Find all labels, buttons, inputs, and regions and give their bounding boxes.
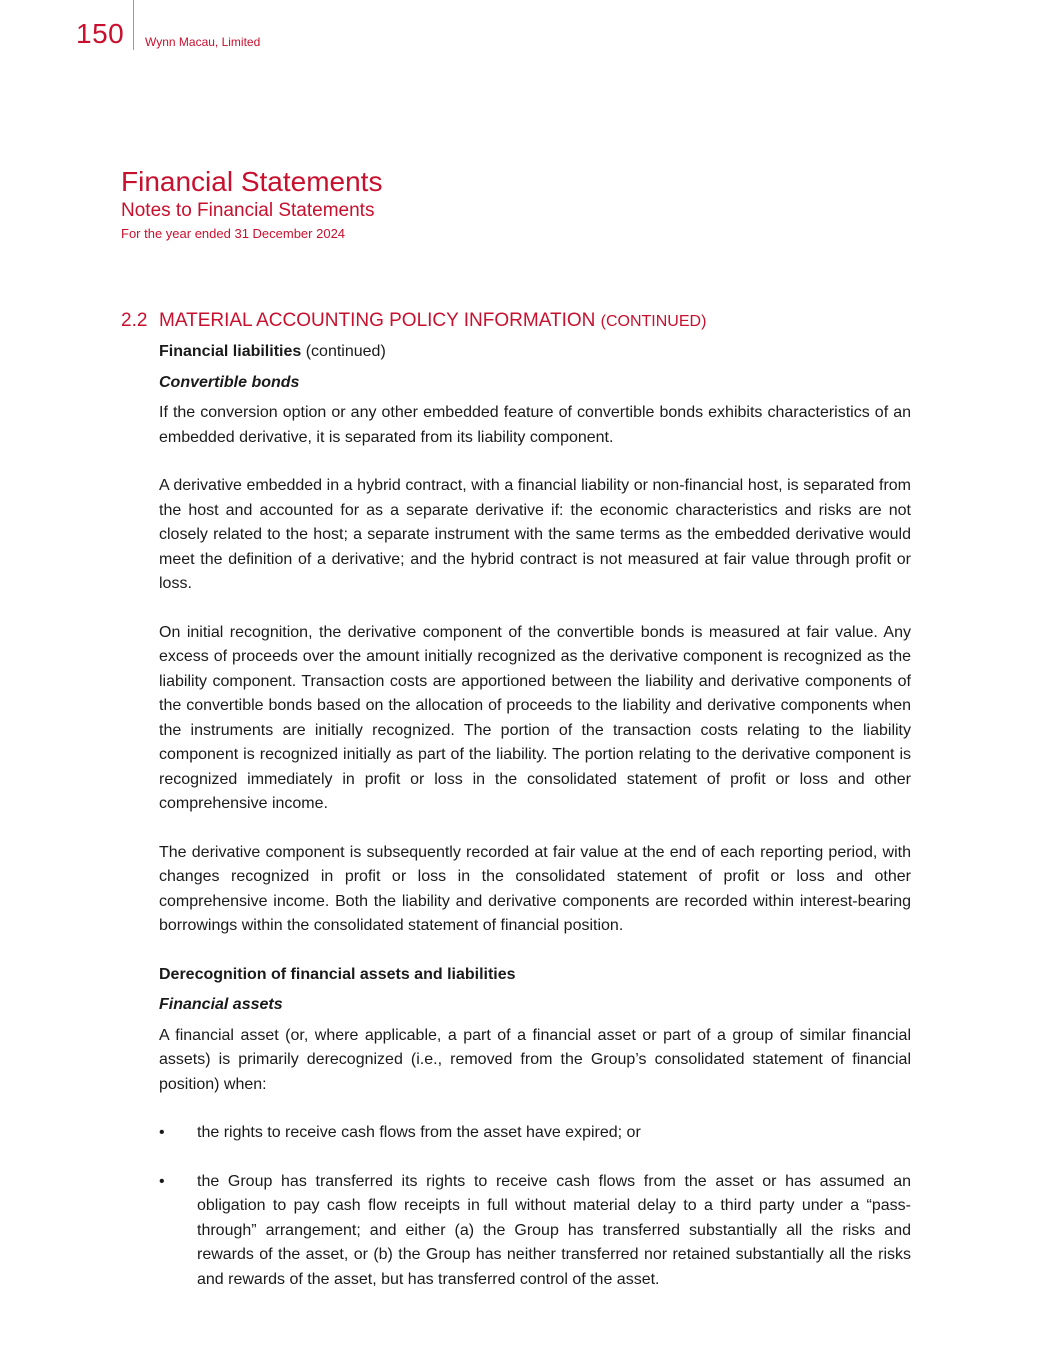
paragraph: A derivative embedded in a hybrid contract, with a financial liability or non-financial host, is separated from the host and accounted for as a separate derivative if: the economic characteristics and risks are not closely related to the host; a separate instrument with the same terms as the embedded derivative would meet the definition of a derivative; and the hybrid contract is not measured at fair value through profit or loss. <box>159 477 911 592</box>
section-body <box>159 340 911 1292</box>
financial-liabilities-heading-text: Financial liabilities <box>159 343 302 360</box>
page-title: Financial Statements <box>121 166 383 197</box>
company-name: Wynn Macau, Limited <box>145 35 261 49</box>
derecognition-heading: Derecognition of financial assets and liabilities <box>159 965 516 983</box>
financial-liabilities-heading-suffix: (continued) <box>305 343 386 360</box>
section-heading <box>121 310 706 332</box>
header-divider <box>133 0 134 50</box>
section-continued: (CONTINUED) <box>600 313 707 330</box>
bullet-icon: • <box>159 1124 165 1141</box>
list-item <box>159 1121 911 1146</box>
list-item <box>159 1170 911 1293</box>
convertible-bonds-heading: Convertible bonds <box>159 373 300 391</box>
paragraph: The derivative component is subsequently recorded at fair value at the end of each reporting period, with changes recognized in profit or loss in the consolidated statement of profit or loss and other comprehensive income. Both the liability and derivative components are recorded within interest-bearing borrowings within the consolidated statement of financial position. <box>159 843 911 934</box>
page-subtitle: Notes to Financial Statements <box>121 200 375 221</box>
paragraph: On initial recognition, the derivative component of the convertible bonds is measured at fair value. Any excess of proceeds over the amount initially recognized as the derivative component is recognized as the liability component. Transaction costs are apportioned between the liability and derivative components of the convertible bonds based on the allocation of proceeds to the liability and derivative components when the instruments are initially recognized. The portion of the transaction costs relating to the liability component is recognized initially as part of the liability. The portion relating to the derivative component is recognized immediately in profit or loss in the consolidated statement of profit or loss and other comprehensive income. <box>159 623 911 812</box>
financial-liabilities-heading <box>159 340 911 365</box>
section-number: 2.2 <box>121 310 148 331</box>
derecognition-conditions-list <box>159 1121 911 1292</box>
document-header <box>121 165 382 243</box>
page-number: 150 <box>76 18 125 49</box>
reporting-period: For the year ended 31 December 2024 <box>121 226 346 241</box>
paragraph: If the conversion option or any other embedded feature of convertible bonds exhibits characteristics of an embedded derivative, it is separated from its liability component. <box>159 404 911 446</box>
derecognition-intro: A financial asset (or, where applicable, a part of a financial asset or part of a group of similar financial assets) is primarily derecognized (i.e., removed from the Group’s consolidated statement of financial position) when: <box>159 1026 911 1093</box>
list-item-text: the Group has transferred its rights to receive cash flows from the asset or has assumed an obligation to pay cash flow receipts in full without material delay to a third party under a “pass-through” arrangement; and either (a) the Group has transferred substantially all the risks and rewards of the asset, or (b) the Group has neither transferred nor retained substantially all the risks and rewards of the asset, but has transferred control of the asset. <box>197 1172 911 1288</box>
financial-assets-heading: Financial assets <box>159 996 283 1013</box>
bullet-icon: • <box>159 1172 165 1190</box>
list-item-text: the rights to receive cash flows from the asset have expired; or <box>197 1124 641 1141</box>
section-title: MATERIAL ACCOUNTING POLICY INFORMATION <box>159 310 596 331</box>
